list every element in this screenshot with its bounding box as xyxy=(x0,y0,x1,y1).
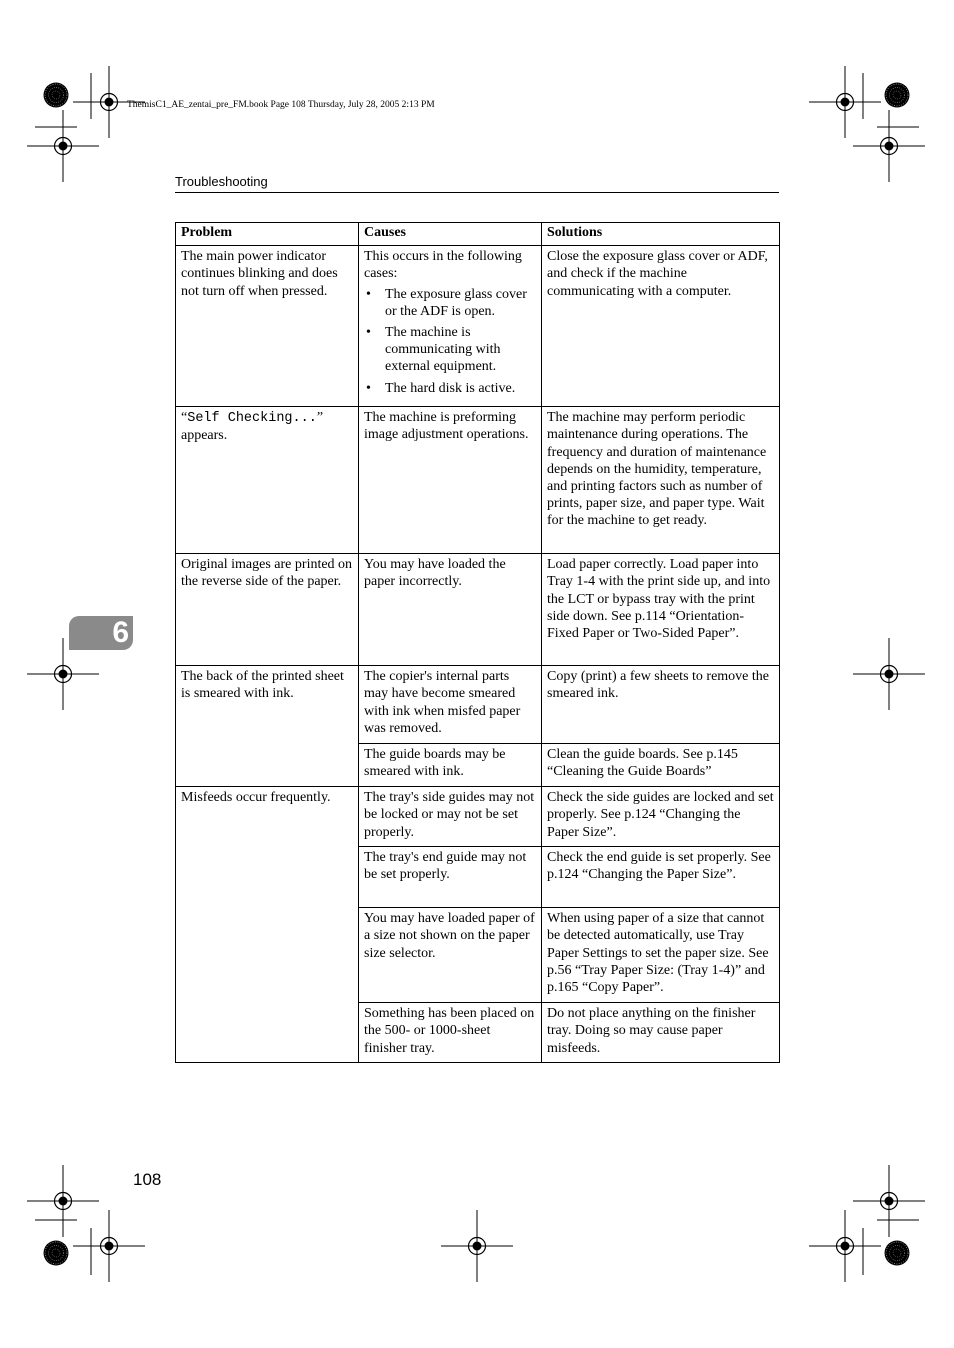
cause-cell: The guide boards may be smeared with ink. xyxy=(359,744,542,787)
running-head: Troubleshooting xyxy=(175,174,268,189)
registration-mark xyxy=(27,1165,99,1237)
problem-cell: The main power indicator continues blinking and does not turn off when pressed. xyxy=(176,246,359,407)
color-target xyxy=(885,83,910,108)
cause-cell xyxy=(359,246,542,407)
color-target xyxy=(44,83,69,108)
table-row xyxy=(176,554,780,666)
bullet-icon: • xyxy=(366,380,371,396)
header-rule xyxy=(175,192,779,193)
troubleshooting-table xyxy=(175,222,780,1063)
color-target xyxy=(885,1241,910,1266)
header-causes: Causes xyxy=(359,223,542,246)
registration-mark xyxy=(73,1210,145,1282)
table-row xyxy=(176,787,780,847)
list-item: • The exposure glass cover or the ADF is open. xyxy=(366,286,527,319)
solution-cell: Copy (print) a few sheets to remove the smeared ink. xyxy=(542,666,780,744)
list-item: • The machine is communicating with external equipment. xyxy=(366,325,501,375)
solution-cell: Check the side guides are locked and set properly. See p.124 “Changing the Paper Size”. xyxy=(542,787,780,847)
problem-cell: The back of the printed sheet is smeared with ink. xyxy=(176,666,359,787)
table-header-row xyxy=(176,223,780,246)
solution-cell: Do not place anything on the finisher tray. Doing so may cause paper misfeeds. xyxy=(542,1003,780,1063)
header-solutions: Solutions xyxy=(542,223,780,246)
color-target xyxy=(44,1241,69,1266)
registration-mark xyxy=(853,638,925,710)
bullet-icon: • xyxy=(366,325,371,341)
cause-cell: The tray's end guide may not be set properly. xyxy=(359,847,542,908)
registration-mark xyxy=(809,66,881,138)
registration-mark xyxy=(853,1165,925,1237)
solution-cell: The machine may perform periodic maintenance during operations. The frequency and duration of maintenance depends on the humidity, temperature, and printing factors such as number of prints, paper size, and paper type. Wait for the machine to get ready. xyxy=(542,407,780,554)
solution-cell: Load paper correctly. Load paper into Tray 1-4 with the print side up, and into the LCT or bypass tray with the print side down. See p.114 “Orientation-Fixed Paper or Two-Sided Paper”. xyxy=(542,554,780,666)
cause-cell: The machine is preforming image adjustment operations. xyxy=(359,407,542,554)
registration-mark xyxy=(853,110,925,182)
bullet-icon: • xyxy=(366,286,371,302)
screen-message: Self Checking... xyxy=(187,411,317,427)
problem-cell: “Self Checking...” appears. xyxy=(176,407,359,554)
cause-intro: This occurs in the following cases: xyxy=(364,249,522,282)
cause-cell: The copier's internal parts may have become smeared with ink when misfed paper was removed. xyxy=(359,666,542,744)
solution-cell: Check the end guide is set properly. See p.124 “Changing the Paper Size”. xyxy=(542,847,780,908)
table-row xyxy=(176,246,780,407)
table-row xyxy=(176,407,780,554)
chapter-number: 6 xyxy=(112,616,129,649)
list-item: • The hard disk is active. xyxy=(366,380,516,396)
cause-cell: Something has been placed on the 500- or 1000-sheet finisher tray. xyxy=(359,1003,542,1063)
solution-cell: When using paper of a size that cannot be detected automatically, use Tray Paper Settings to set the paper size. See p.56 “Tray Paper Size: (Tray 1-4)” and p.165 “Copy Paper”. xyxy=(542,908,780,1003)
chapter-tab xyxy=(69,616,133,650)
solution-cell: Close the exposure glass cover or ADF, and check if the machine communicating with a computer. xyxy=(542,246,780,407)
header-problem: Problem xyxy=(176,223,359,246)
registration-mark xyxy=(441,1210,513,1282)
registration-mark xyxy=(809,1210,881,1282)
cause-cell: You may have loaded paper of a size not shown on the paper size selector. xyxy=(359,908,542,1003)
page-number: 108 xyxy=(133,1170,162,1189)
problem-cell: Original images are printed on the reverse side of the paper. xyxy=(176,554,359,666)
cause-cell: The tray's side guides may not be locked or may not be set properly. xyxy=(359,787,542,847)
problem-cell: Misfeeds occur frequently. xyxy=(176,787,359,1063)
registration-mark xyxy=(27,110,99,182)
solution-cell: Clean the guide boards. See p.145 “Cleaning the Guide Boards” xyxy=(542,744,780,787)
cause-list xyxy=(364,286,536,397)
cause-cell: You may have loaded the paper incorrectly. xyxy=(359,554,542,666)
table-row xyxy=(176,666,780,744)
file-info-line: ThemisC1_AE_zentai_pre_FM.book Page 108 Thursday, July 28, 2005 2:13 PM xyxy=(127,100,435,110)
